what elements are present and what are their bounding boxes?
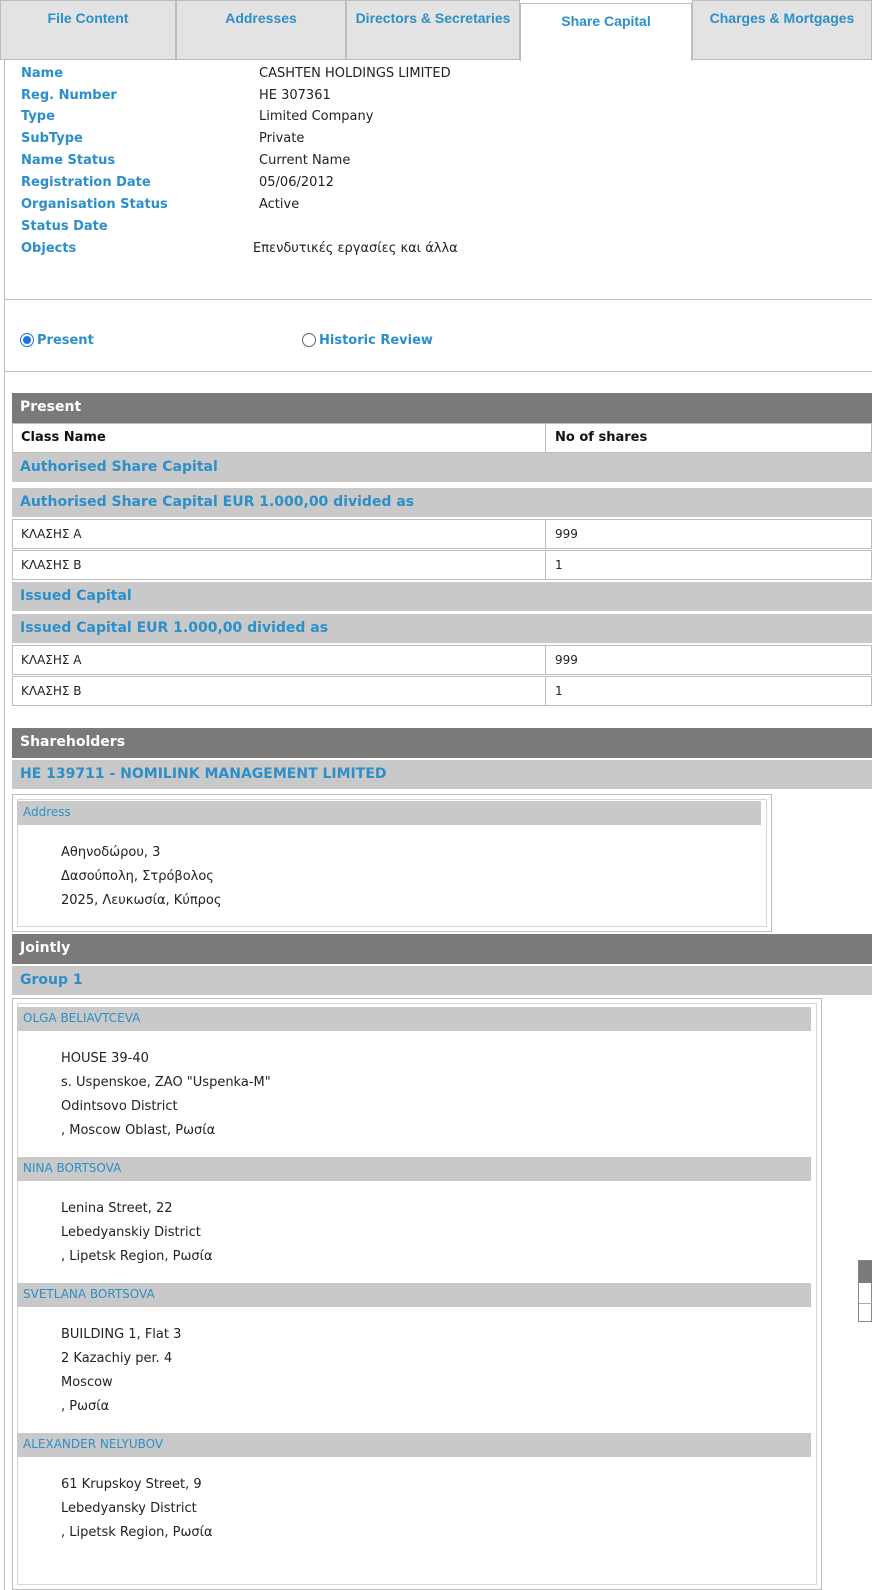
present-radio-label[interactable]: Present bbox=[37, 332, 94, 348]
address-line: Lebedyansky District bbox=[61, 1501, 197, 1516]
authorised-capital-sub-row: Authorised Share Capital EUR 1.000,00 divided as bbox=[12, 488, 872, 518]
address-line: Δασούπολη, Στρόβολος bbox=[61, 869, 214, 884]
column-separator bbox=[545, 520, 546, 548]
info-name-status-row bbox=[21, 153, 861, 173]
class-cell: ΚΛΑΣΗΣ Β bbox=[21, 558, 82, 572]
info-name-status-label: Name Status bbox=[21, 153, 116, 168]
content-frame-border bbox=[4, 300, 5, 1590]
info-reg-value: HE 307361 bbox=[259, 88, 331, 103]
tab-file-content[interactable]: File Content bbox=[0, 0, 176, 60]
authorised-capital-row: Authorised Share Capital bbox=[12, 453, 872, 483]
shareholder-name-row: HE 139711 - NOMILINK MANAGEMENT LIMITED bbox=[12, 760, 872, 790]
address-line: , Lipetsk Region, Ρωσία bbox=[61, 1249, 213, 1264]
share-table-header bbox=[12, 423, 872, 453]
radio-checked-icon[interactable] bbox=[20, 333, 34, 347]
address-line: Odintsovo District bbox=[61, 1099, 178, 1114]
info-name-label: Name bbox=[21, 66, 64, 81]
info-status-date-label: Status Date bbox=[21, 219, 108, 234]
issued-capital-sub-row: Issued Capital EUR 1.000,00 divided as bbox=[12, 614, 872, 644]
class-cell: ΚΛΑΣΗΣ Α bbox=[21, 653, 82, 667]
info-type-label: Type bbox=[21, 109, 55, 124]
divider bbox=[4, 299, 872, 300]
address-line: 2025, Λευκωσία, Κύπρος bbox=[61, 893, 222, 908]
address-line: 2 Kazachiy per. 4 bbox=[61, 1351, 173, 1366]
present-radio[interactable] bbox=[20, 330, 94, 350]
address-label: Address bbox=[17, 801, 761, 825]
address-line: s. Uspenskoe, ZAO "Uspenka-M" bbox=[61, 1075, 271, 1090]
group-title-row: Group 1 bbox=[12, 966, 872, 996]
info-reg-date-value: 05/06/2012 bbox=[259, 175, 334, 190]
tab-bar bbox=[0, 0, 872, 60]
info-name-status-value: Current Name bbox=[259, 153, 351, 168]
shares-cell: 1 bbox=[555, 558, 563, 572]
present-section-header: Present bbox=[12, 393, 872, 423]
address-line: BUILDING 1, Flat 3 bbox=[61, 1327, 182, 1342]
info-reg-label: Reg. Number bbox=[21, 88, 117, 103]
table-row bbox=[12, 550, 872, 580]
tab-directors-secretaries[interactable]: Directors & Secretaries bbox=[346, 0, 520, 60]
shareholder-address-box bbox=[12, 794, 772, 932]
joint-holders-box bbox=[12, 998, 822, 1590]
issued-capital-row: Issued Capital bbox=[12, 582, 872, 612]
partial-table-fragment bbox=[858, 1260, 872, 1322]
person-name-header: OLGA BELIAVTCEVA bbox=[17, 1007, 811, 1031]
shares-cell: 999 bbox=[555, 527, 578, 541]
address-line: 61 Krupskoy Street, 9 bbox=[61, 1477, 202, 1492]
column-separator bbox=[545, 551, 546, 579]
person-name-header: SVETLANA BORTSOVA bbox=[17, 1283, 811, 1307]
historic-review-radio-label[interactable]: Historic Review bbox=[319, 332, 433, 348]
info-reg-date-row bbox=[21, 175, 861, 195]
info-org-status-value: Active bbox=[259, 197, 300, 212]
shares-cell: 999 bbox=[555, 653, 578, 667]
col-no-of-shares: No of shares bbox=[555, 430, 648, 445]
info-reg-row bbox=[21, 88, 861, 108]
fragment-line bbox=[859, 1303, 872, 1304]
table-row bbox=[12, 676, 872, 706]
info-objects-row bbox=[21, 241, 861, 261]
tab-share-capital[interactable]: Share Capital bbox=[520, 3, 692, 61]
historic-review-radio[interactable] bbox=[302, 330, 433, 350]
shareholders-section-header: Shareholders bbox=[12, 728, 872, 758]
column-separator bbox=[545, 646, 546, 674]
info-subtype-value: Private bbox=[259, 131, 305, 146]
company-info-panel bbox=[4, 60, 872, 300]
class-cell: ΚΛΑΣΗΣ Α bbox=[21, 527, 82, 541]
info-status-date-row bbox=[21, 219, 861, 239]
info-reg-date-label: Registration Date bbox=[21, 175, 151, 190]
person-name-header: ALEXANDER NELYUBOV bbox=[17, 1433, 811, 1457]
info-org-status-label: Organisation Status bbox=[21, 197, 168, 212]
address-line: Lebedyanskiy District bbox=[61, 1225, 201, 1240]
address-line: HOUSE 39-40 bbox=[61, 1051, 149, 1066]
column-separator bbox=[545, 424, 546, 452]
divider bbox=[4, 371, 872, 372]
info-subtype-label: SubType bbox=[21, 131, 83, 146]
person-name-header: NINA BORTSOVA bbox=[17, 1157, 811, 1181]
info-name-value: CASHTEN HOLDINGS LIMITED bbox=[259, 66, 451, 81]
info-org-status-row bbox=[21, 197, 861, 217]
address-line: , Moscow Oblast, Ρωσία bbox=[61, 1123, 216, 1138]
info-subtype-row bbox=[21, 131, 861, 151]
info-objects-label: Objects bbox=[21, 241, 77, 256]
info-name-row bbox=[21, 66, 861, 86]
address-line: Lenina Street, 22 bbox=[61, 1201, 173, 1216]
table-row bbox=[12, 645, 872, 675]
col-class-name: Class Name bbox=[21, 430, 106, 445]
column-separator bbox=[545, 677, 546, 705]
fragment-header bbox=[859, 1261, 872, 1283]
class-cell: ΚΛΑΣΗΣ Β bbox=[21, 684, 82, 698]
address-line: Αθηνοδώρου, 3 bbox=[61, 845, 161, 860]
jointly-section-header: Jointly bbox=[12, 934, 872, 964]
info-type-value: Limited Company bbox=[259, 109, 374, 124]
address-line: Moscow bbox=[61, 1375, 113, 1390]
address-line: , Ρωσία bbox=[61, 1399, 110, 1414]
radio-unchecked-icon[interactable] bbox=[302, 333, 316, 347]
info-type-row bbox=[21, 109, 861, 129]
address-line: , Lipetsk Region, Ρωσία bbox=[61, 1525, 213, 1540]
tab-addresses[interactable]: Addresses bbox=[176, 0, 346, 60]
table-row bbox=[12, 519, 872, 549]
shares-cell: 1 bbox=[555, 684, 563, 698]
tab-charges-mortgages[interactable]: Charges & Mortgages bbox=[692, 0, 872, 60]
info-objects-value: Επενδυτικές εργασίες και άλλα bbox=[253, 241, 458, 256]
